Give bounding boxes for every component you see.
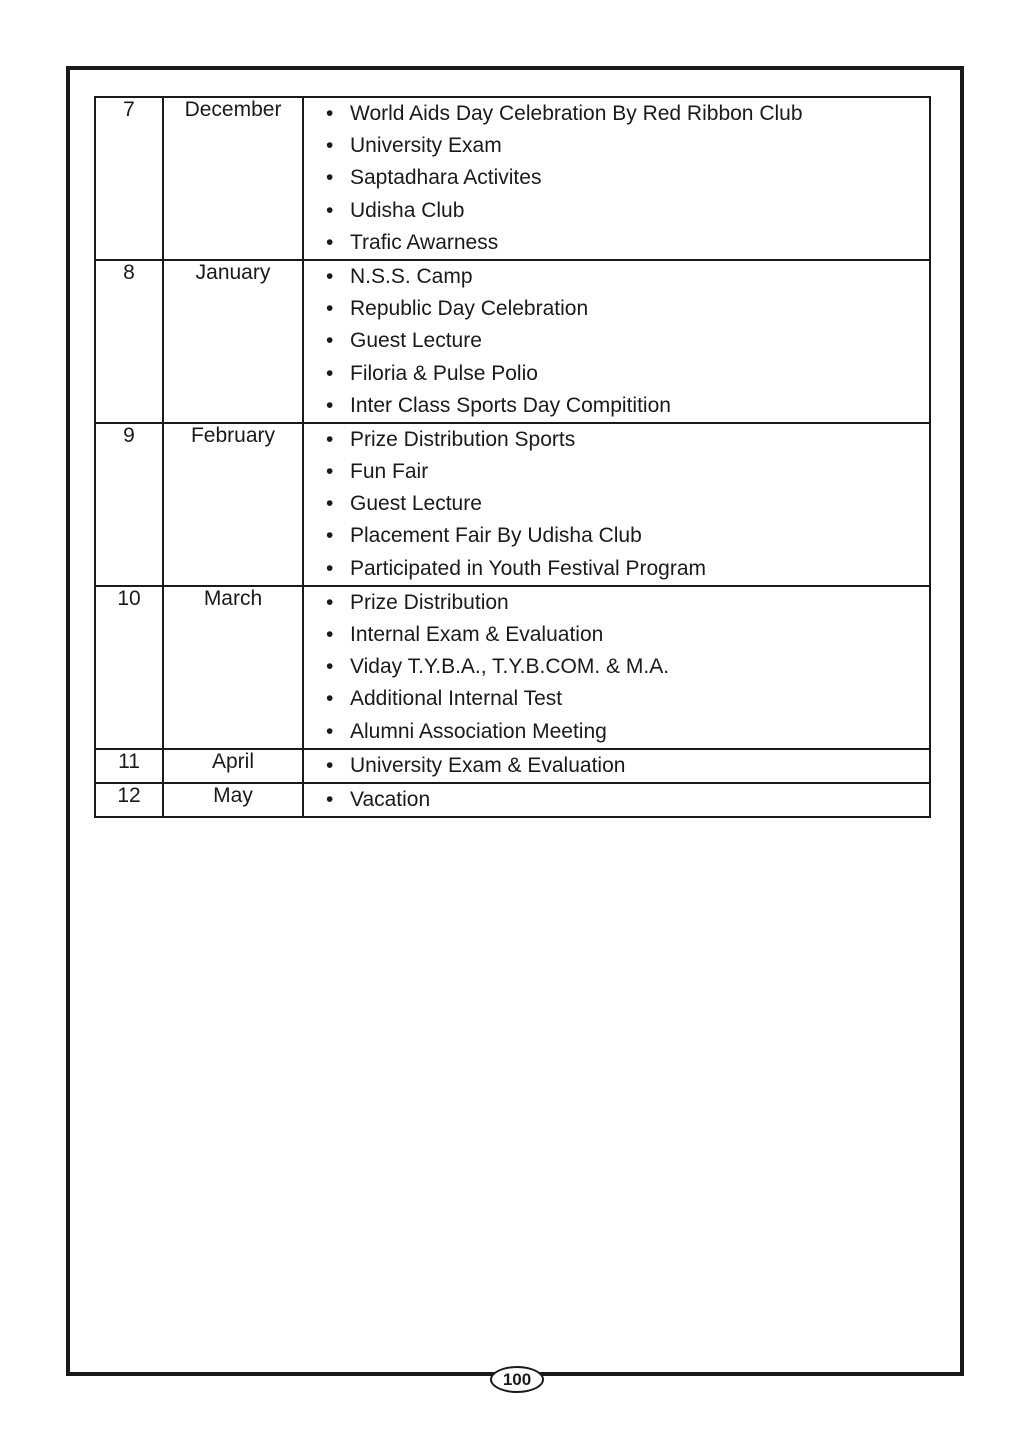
activity-text: Filoria & Pulse Polio [350,361,538,385]
table-row [95,783,930,817]
activity-text: Viday T.Y.B.A., T.Y.B.COM. & M.A. [350,655,670,679]
bullet-icon: • [326,361,334,385]
bullet-icon: • [326,787,334,811]
list-item [326,456,929,488]
bullet-icon: • [326,492,334,516]
month-cell: December [163,97,303,260]
activities-cell [303,586,930,749]
activities-cell [303,423,930,586]
activity-list [304,424,929,585]
list-item [326,162,929,194]
page-number: 100 [490,1366,544,1393]
bullet-icon: • [326,655,334,679]
activity-list [304,261,929,422]
list-item [326,553,929,585]
list-item [326,784,929,816]
table-row [95,260,930,423]
activity-text: Vacation [350,787,431,811]
list-item [326,750,929,782]
list-item [326,98,929,130]
row-number: 12 [95,783,163,817]
bullet-icon: • [326,166,334,190]
activity-text: Udisha Club [350,198,465,222]
table-row [95,749,930,783]
activities-cell [303,749,930,783]
row-number: 7 [95,97,163,260]
bullet-icon: • [326,393,334,417]
row-number: 9 [95,423,163,586]
month-cell: April [163,749,303,783]
activity-list [304,587,929,748]
activity-text: Prize Distribution [350,590,509,614]
bullet-icon: • [326,556,334,580]
activity-text: Guest Lecture [350,492,482,516]
table-body [95,97,930,817]
list-item [326,293,929,325]
activity-text: World Aids Day Celebration By Red Ribbon Club [350,102,803,125]
list-item [326,424,929,456]
table-row [95,97,930,260]
activity-list [304,98,929,259]
month-cell: January [163,260,303,423]
activity-list [304,750,929,782]
activity-text: Internal Exam & Evaluation [350,623,604,646]
bullet-icon: • [326,102,334,125]
activity-text: Trafic Awarness [350,230,499,254]
bullet-icon: • [326,524,334,548]
table-row [95,586,930,749]
bullet-icon: • [326,198,334,222]
list-item [326,227,929,259]
activity-text: Alumni Association Meeting [350,719,607,743]
list-item [326,195,929,227]
table-row [95,423,930,586]
bullet-icon: • [326,329,334,353]
row-number: 10 [95,586,163,749]
bullet-icon: • [326,590,334,614]
list-item [326,130,929,162]
list-item [326,520,929,552]
activities-cell [303,97,930,260]
list-item [326,683,929,715]
list-item [326,488,929,520]
bullet-icon: • [326,427,334,451]
bullet-icon: • [326,719,334,743]
bullet-icon: • [326,230,334,254]
list-item [326,716,929,748]
list-item [326,261,929,293]
list-item [326,587,929,619]
row-number: 8 [95,260,163,423]
month-cell: March [163,586,303,749]
row-number: 11 [95,749,163,783]
bullet-icon: • [326,264,334,288]
activity-text: University Exam & Evaluation [350,753,626,777]
bullet-icon: • [326,460,334,484]
activities-cell [303,260,930,423]
bullet-icon: • [326,753,334,777]
list-item [326,390,929,422]
list-item [326,358,929,390]
bullet-icon: • [326,134,334,158]
bullet-icon: • [326,297,334,321]
activities-cell [303,783,930,817]
activity-text: Republic Day Celebration [350,297,589,321]
list-item [326,619,929,651]
month-cell: May [163,783,303,817]
activity-text: Prize Distribution Sports [350,427,576,451]
activity-text: Inter Class Sports Day Compitition [350,393,671,417]
activity-text: Saptadhara Activites [350,166,542,190]
activity-text: Placement Fair By Udisha Club [350,524,642,548]
activity-calendar-table [94,96,931,818]
activity-text: Guest Lecture [350,329,482,353]
activity-text: University Exam [350,134,502,158]
bullet-icon: • [326,687,334,711]
activity-text: N.S.S. Camp [350,264,473,288]
list-item [326,325,929,357]
bullet-icon: • [326,623,334,646]
activity-text: Participated in Youth Festival Program [350,556,707,580]
list-item [326,651,929,683]
activity-text: Fun Fair [350,460,429,484]
activity-text: Additional Internal Test [350,687,563,711]
activity-list [304,784,929,816]
month-cell: February [163,423,303,586]
